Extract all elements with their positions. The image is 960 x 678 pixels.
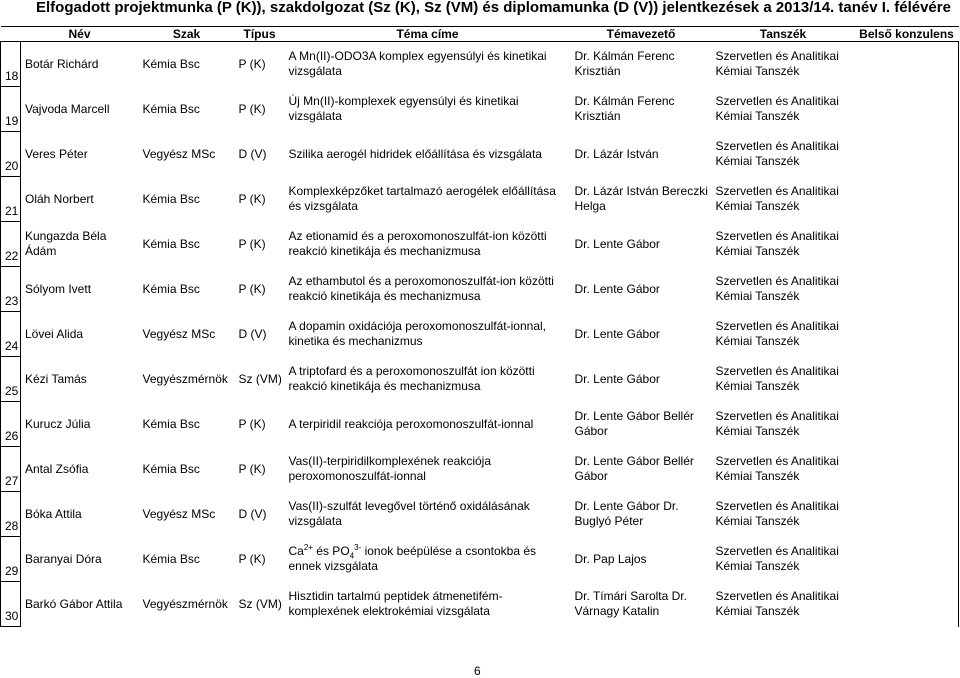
tema-title: Az ethambutol és a peroxomonoszulfát-ion közötti reakció kinetikája és mechanizmusa <box>288 274 554 303</box>
tema-title: A Mn(II)-ODO3A komplex egyensúlyi és kinetikai vizsgálata <box>288 49 547 79</box>
szak: Kémia Bsc <box>142 461 200 476</box>
tanszek: Szervetlen és Analitikai Kémiai Tanszék <box>715 94 839 123</box>
tanszek: Szervetlen és Analitikai Kémiai Tanszék <box>715 139 839 168</box>
tanszek: Szervetlen és Analitikai Kémiai Tanszék <box>715 454 839 483</box>
student-name: Baranyai Dóra <box>25 551 102 566</box>
row-number: 25 <box>1 357 21 402</box>
belso-konzulens <box>855 357 959 402</box>
tema-title: Szilika aerogél hidridek előállítása és vizsgálata <box>288 146 542 161</box>
ca-charge: 2+ <box>303 543 313 552</box>
formula-po: és PO <box>312 544 350 558</box>
header-name: Név <box>21 27 139 42</box>
table-row <box>1 402 959 447</box>
student-name: Kurucz Júlia <box>25 416 91 431</box>
student-name: Sólyom Ivett <box>25 281 92 296</box>
temavezeto: Dr. Lente Gábor Bellér Gábor <box>574 409 694 438</box>
tanszek: Szervetlen és Analitikai Kémiai Tanszék <box>715 319 839 348</box>
page-number: 6 <box>474 664 481 678</box>
tema-title: Vas(II)-terpiridilkomplexének reakciója peroxomonoszulfát-ionnal <box>288 454 492 483</box>
tema-title: Komplexképzőket tartalmazó aerogélek előállítása és vizsgálata <box>288 184 556 213</box>
table-row <box>1 537 959 582</box>
row-number: 27 <box>1 447 21 492</box>
belso-konzulens <box>855 582 959 627</box>
tipus: P (K) <box>238 461 266 476</box>
tema-title: A dopamin oxidációja peroxomonoszulfát-ionnal, kinetika és mechanizmus <box>288 319 546 348</box>
row-number: 28 <box>1 492 21 537</box>
szak: Kémia Bsc <box>142 236 200 251</box>
tanszek: Szervetlen és Analitikai Kémiai Tanszék <box>715 49 839 79</box>
belso-konzulens <box>855 222 959 267</box>
row-number: 18 <box>1 42 21 87</box>
table-row <box>1 222 959 267</box>
table-row <box>1 312 959 357</box>
tanszek: Szervetlen és Analitikai Kémiai Tanszék <box>715 274 839 303</box>
table-row <box>1 447 959 492</box>
szak: Vegyészmérnök <box>142 596 228 611</box>
student-name: Oláh Norbert <box>25 191 94 206</box>
temavezeto: Dr. Pap Lajos <box>574 551 647 566</box>
tema-title: Új Mn(II)-komplexek egyensúlyi és kinetikai vizsgálata <box>288 94 519 123</box>
student-name: Kézi Tamás <box>25 371 87 386</box>
student-name: Veres Péter <box>25 146 88 161</box>
tanszek: Szervetlen és Analitikai Kémiai Tanszék <box>715 184 839 213</box>
header-tanszek: Tanszék <box>712 27 855 42</box>
table-row <box>1 87 959 132</box>
belso-konzulens <box>855 492 959 537</box>
row-number: 24 <box>1 312 21 357</box>
tema-title <box>285 537 571 582</box>
tipus: P (K) <box>238 416 266 431</box>
row-number: 29 <box>1 537 21 582</box>
tanszek: Szervetlen és Analitikai Kémiai Tanszék <box>715 544 839 573</box>
temavezeto: Dr. Lente Gábor Dr. Buglyó Péter <box>574 499 679 528</box>
tema-title: A terpiridil reakciója peroxomonoszulfát-ionnal <box>288 416 534 431</box>
temavezeto: Dr. Lente Gábor <box>574 236 660 251</box>
tema-title: Hisztidin tartalmú peptidek átmenetifém-komplexének elektrokémiai vizsgálata <box>288 589 503 618</box>
table-row <box>1 492 959 537</box>
tema-rest: ionok beépülése a csontokba és ennek vizsgálata <box>288 544 537 573</box>
page-title: Elfogadott projektmunka (P (K)), szakdolgozat (Sz (K), Sz (VM) és diplomamunka (D (V)) jelentkezések a 2013/14. tanév I. félévére <box>36 0 951 16</box>
header-tipus: Típus <box>235 27 285 42</box>
szak: Vegyész MSc <box>142 146 216 161</box>
tanszek: Szervetlen és Analitikai Kémiai Tanszék <box>715 589 839 618</box>
tipus: D (V) <box>238 146 267 161</box>
row-number: 19 <box>1 87 21 132</box>
applications-table <box>0 26 959 627</box>
tema-title: A triptofard és a peroxomonoszulfát ion közötti reakció kinetikája és mechanizmusa <box>288 364 535 393</box>
szak: Vegyész MSc <box>142 506 216 521</box>
student-name: Bóka Attila <box>25 506 82 521</box>
temavezeto: Dr. Lázár István <box>574 146 659 161</box>
student-name: Vajvoda Marcell <box>25 101 110 116</box>
szak: Kémia Bsc <box>142 416 200 431</box>
po-charge: 3- <box>354 543 362 552</box>
formula-ca: Ca <box>288 544 304 558</box>
tipus: D (V) <box>238 326 267 341</box>
tanszek: Szervetlen és Analitikai Kémiai Tanszék <box>715 364 839 393</box>
temavezeto: Dr. Kálmán Ferenc Krisztián <box>574 94 675 123</box>
belso-konzulens <box>855 402 959 447</box>
tema-title: Vas(II)-szulfát levegővel történő oxidálásának vizsgálata <box>288 499 530 528</box>
temavezeto: Dr. Lente Gábor Bellér Gábor <box>574 454 694 483</box>
temavezeto: Dr. Lente Gábor <box>574 326 660 341</box>
belso-konzulens <box>855 132 959 177</box>
tema-title: Az etionamid és a peroxomonoszulfát-ion közötti reakció kinetikája és mechanizmusa <box>288 229 547 258</box>
row-number: 21 <box>1 177 21 222</box>
tipus: P (K) <box>238 56 266 71</box>
header-temavezeto: Témavezető <box>571 27 712 42</box>
student-name: Lövei Alida <box>25 326 84 341</box>
tipus: P (K) <box>238 281 266 296</box>
tipus: Sz (VM) <box>238 371 282 386</box>
row-number: 22 <box>1 222 21 267</box>
header-szak: Szak <box>139 27 235 42</box>
row-number: 30 <box>1 582 21 627</box>
szak: Vegyész MSc <box>142 326 216 341</box>
belso-konzulens <box>855 447 959 492</box>
belso-konzulens <box>855 42 959 87</box>
table-row <box>1 357 959 402</box>
szak: Kémia Bsc <box>142 101 200 116</box>
tanszek: Szervetlen és Analitikai Kémiai Tanszék <box>715 409 839 438</box>
belso-konzulens <box>855 312 959 357</box>
belso-konzulens <box>855 177 959 222</box>
student-name: Kungazda Béla Ádám <box>25 229 107 258</box>
belso-konzulens <box>855 87 959 132</box>
tipus: P (K) <box>238 236 266 251</box>
header-konzulens: Belső konzulens <box>855 27 959 42</box>
header-row <box>1 27 959 42</box>
temavezeto: Dr. Lázár István Bereczki Helga <box>574 184 708 213</box>
tipus: P (K) <box>238 101 266 116</box>
szak: Kémia Bsc <box>142 191 200 206</box>
szak: Kémia Bsc <box>142 551 200 566</box>
szak: Kémia Bsc <box>142 56 200 71</box>
row-number: 26 <box>1 402 21 447</box>
student-name: Barkó Gábor Attila <box>25 596 123 611</box>
header-num <box>1 27 21 42</box>
tanszek: Szervetlen és Analitikai Kémiai Tanszék <box>715 499 839 528</box>
tipus: P (K) <box>238 191 266 206</box>
row-number: 20 <box>1 132 21 177</box>
belso-konzulens <box>855 267 959 312</box>
header-tema: Téma címe <box>285 27 571 42</box>
table-row <box>1 177 959 222</box>
tanszek: Szervetlen és Analitikai Kémiai Tanszék <box>715 229 839 258</box>
student-name: Antal Zsófia <box>25 461 89 476</box>
tipus: Sz (VM) <box>238 596 282 611</box>
po-subscript: 4 <box>349 551 355 561</box>
belso-konzulens <box>855 537 959 582</box>
table-row <box>1 42 959 87</box>
table-row <box>1 582 959 627</box>
temavezeto: Dr. Lente Gábor <box>574 281 660 296</box>
table-row <box>1 267 959 312</box>
tipus: P (K) <box>238 551 266 566</box>
row-number: 23 <box>1 267 21 312</box>
student-name: Botár Richárd <box>25 56 99 71</box>
table-row <box>1 132 959 177</box>
tipus: D (V) <box>238 506 267 521</box>
szak: Vegyészmérnök <box>142 371 228 386</box>
temavezeto: Dr. Kálmán Ferenc Krisztián <box>574 49 675 79</box>
temavezeto: Dr. Tímári Sarolta Dr. Várnagy Katalin <box>574 589 687 618</box>
szak: Kémia Bsc <box>142 281 200 296</box>
temavezeto: Dr. Lente Gábor <box>574 371 660 386</box>
